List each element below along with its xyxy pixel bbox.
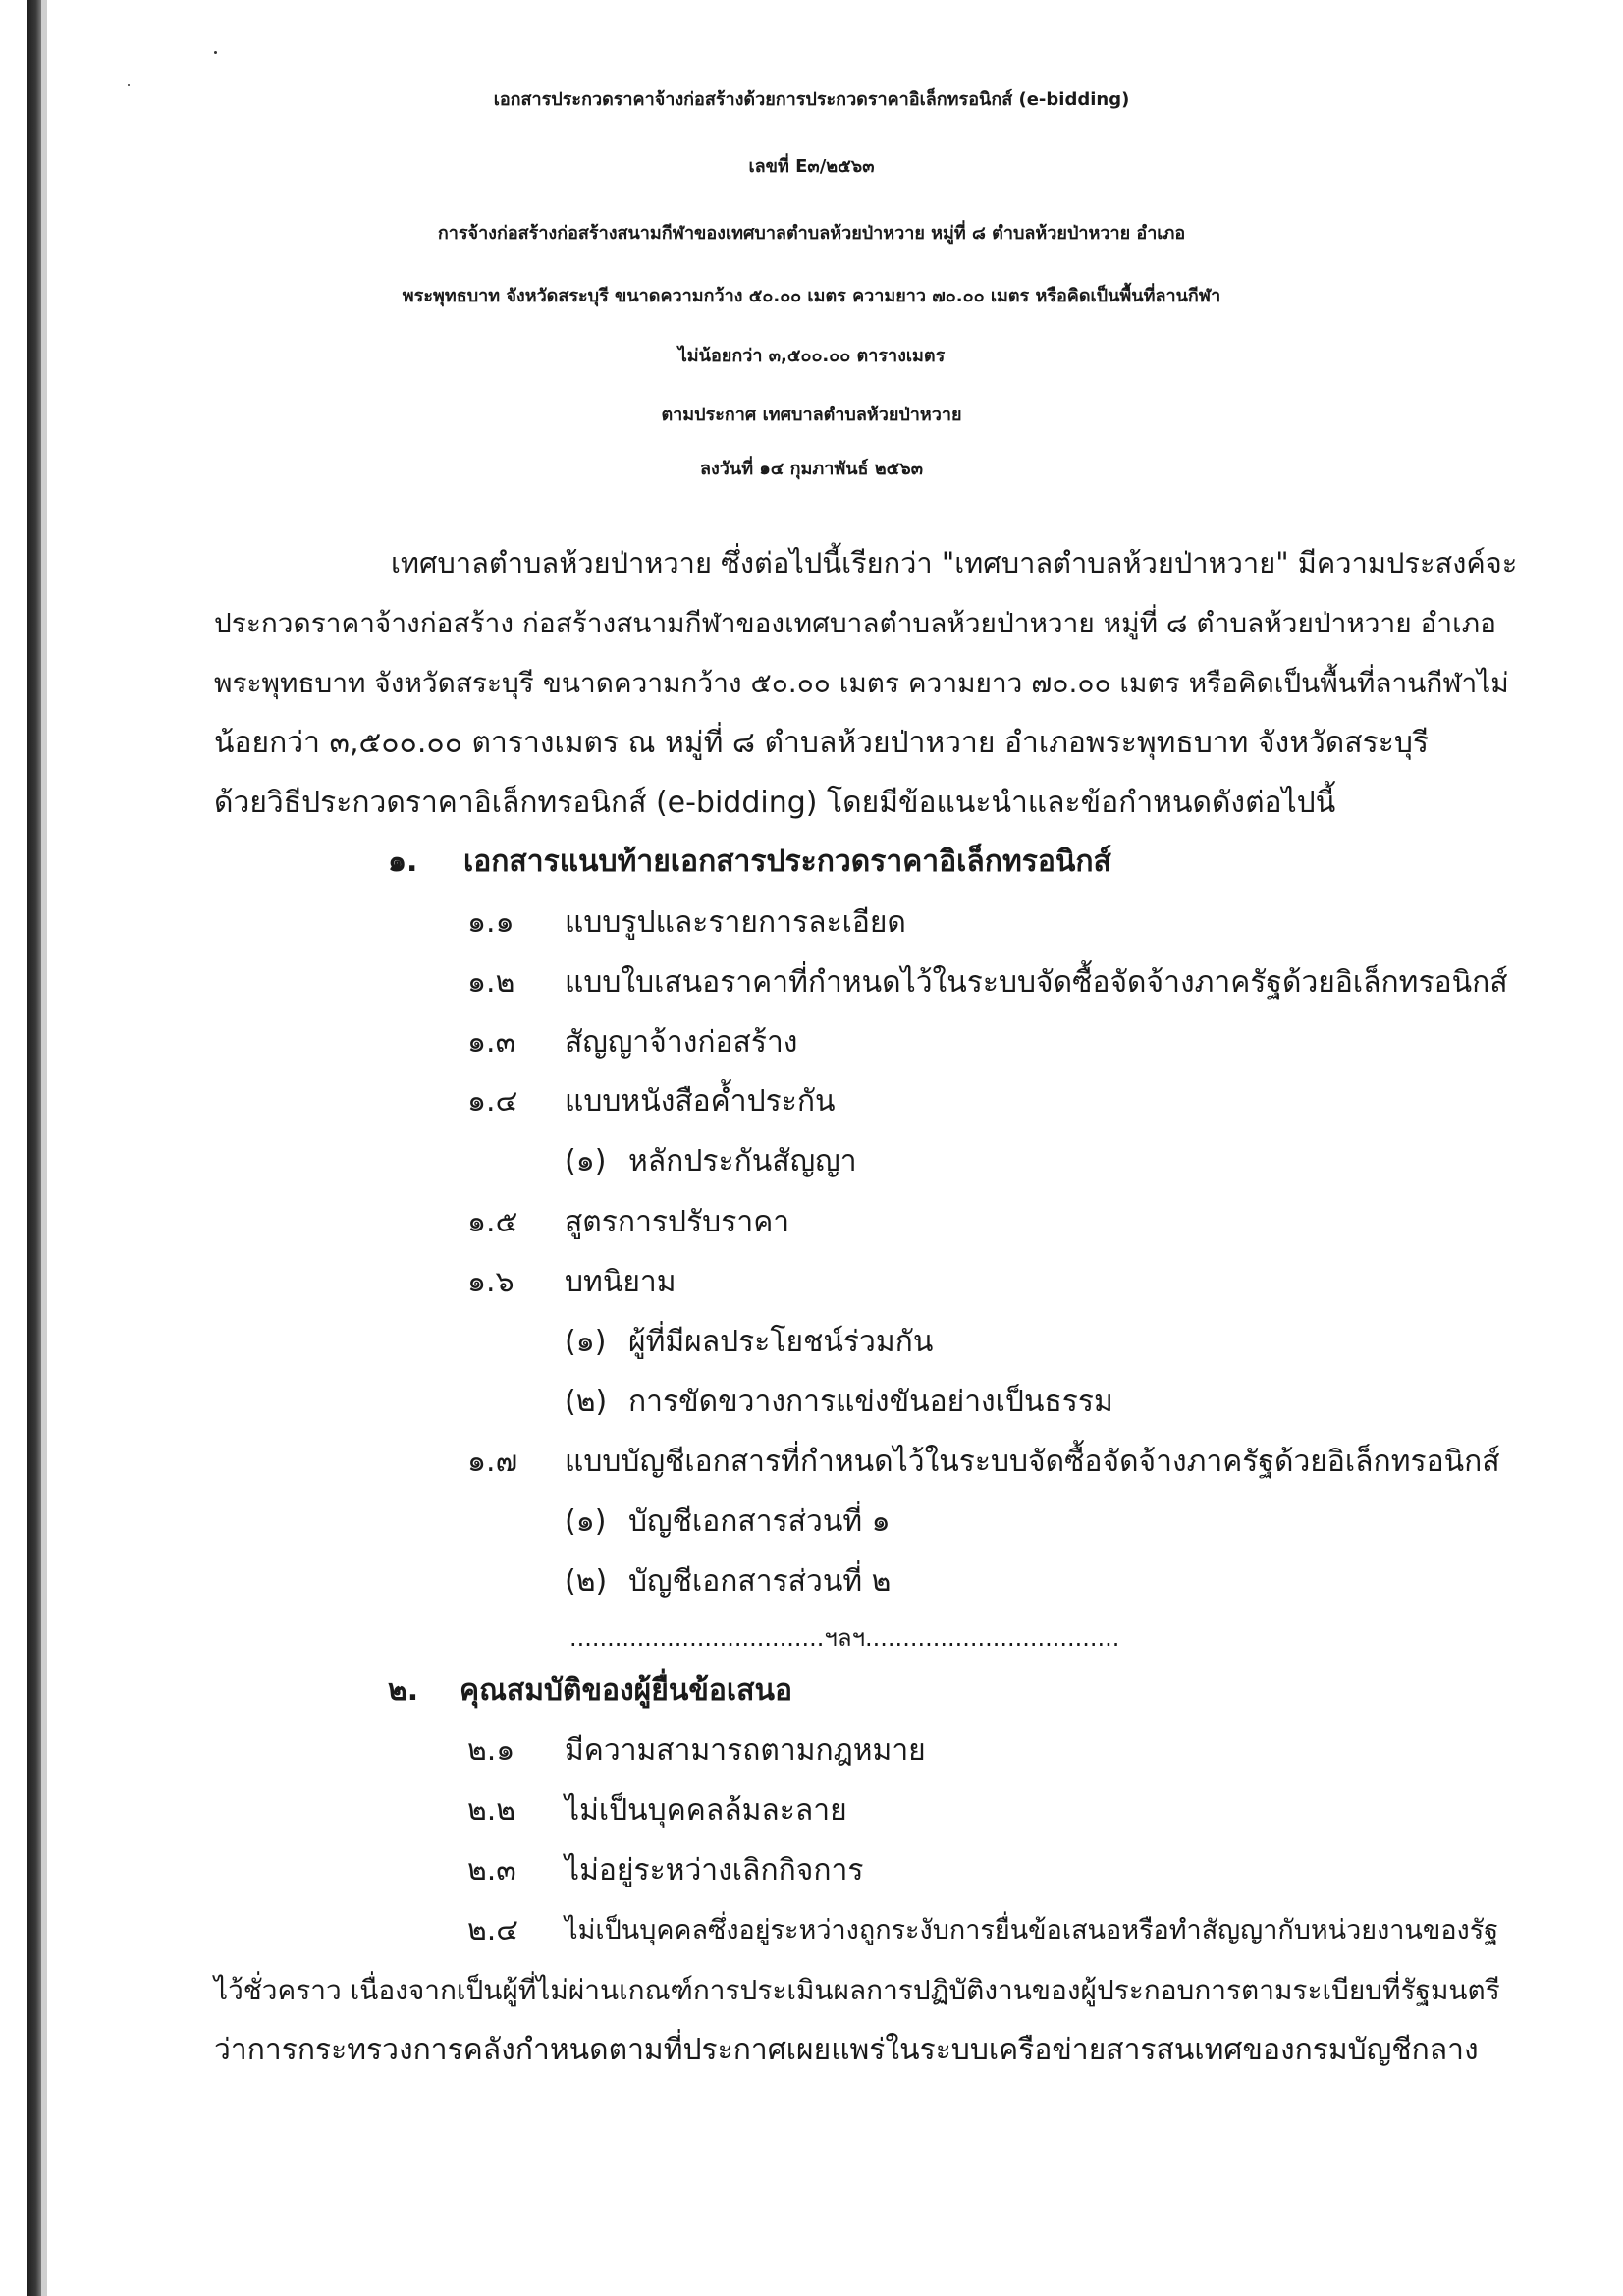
section-2-title: คุณสมบัติของผู้ยื่นข้อเสนอ (460, 1673, 792, 1708)
intro-line-5: ด้วยวิธีประกวดราคาอิเล็กทรอนิกส์ (e-bidding) โดยมีข้อแนะนำและข้อกำหนดดังต่อไปนี้ (214, 786, 1336, 820)
subitem-1-6-2-number: (๒) (565, 1385, 608, 1419)
item-2-3-number: ๒.๓ (467, 1853, 516, 1887)
document-title: เอกสารประกวดราคาจ้างก่อสร้างด้วยการประกวดราคาอิเล็กทรอนิกส์ (e-bidding) (493, 89, 1130, 110)
subitem-1-7-2-text: บัญชีเอกสารส่วนที่ ๒ (628, 1564, 892, 1599)
project-title-line-1: การจ้างก่อสร้างก่อสร้างสนามกีฬาของเทศบาลตำบลห้วยป่าหวาย หมู่ที่ ๘ ตำบลห้วยป่าหวาย อำเภอ (437, 223, 1186, 244)
item-2-1-number: ๒.๑ (467, 1733, 515, 1768)
subitem-1-4-1-number: (๑) (565, 1144, 607, 1178)
section-2-number: ๒. (388, 1673, 419, 1708)
item-1-3-text: สัญญาจ้างก่อสร้าง (565, 1025, 798, 1060)
item-1-1-text: แบบรูปและรายการละเอียด (565, 905, 906, 940)
item-1-3-number: ๑.๓ (467, 1025, 516, 1060)
item-1-2-number: ๑.๒ (467, 965, 515, 1000)
item-1-6-number: ๑.๖ (467, 1265, 514, 1299)
announcement-line: ตามประกาศ เทศบาลตำบลห้วยป่าหวาย (661, 405, 962, 425)
subitem-1-6-2-text: การขัดขวางการแข่งขันอย่างเป็นธรรม (628, 1385, 1113, 1419)
item-2-4-number: ๒.๔ (467, 1913, 519, 1947)
item-2-2-number: ๒.๒ (467, 1793, 516, 1828)
scan-speck (214, 51, 217, 54)
intro-line-1: เทศบาลตำบลห้วยป่าหวาย ซึ่งต่อไปนี้เรียกว่า "เทศบาลตำบลห้วยป่าหวาย" มีความประสงค์จะ (391, 546, 1518, 579)
item-1-7-number: ๑.๗ (467, 1445, 518, 1479)
item-2-2-text: ไม่เป็นบุคคลล้มละลาย (565, 1793, 847, 1828)
project-title-line-3: ไม่น้อยกว่า ๓,๕๐๐.๐๐ ตารางเมตร (677, 346, 946, 366)
intro-line-4: น้อยกว่า ๓,๕๐๐.๐๐ ตารางเมตร ณ หมู่ที่ ๘ ตำบลห้วยป่าหวาย อำเภอพระพุทธบาท จังหวัดสระบุรี (214, 726, 1429, 760)
item-1-6-text: บทนิยาม (565, 1265, 676, 1299)
item-1-4-text: แบบหนังสือค้ำประกัน (565, 1084, 836, 1119)
etc-divider: ..................................ฯลฯ.................................. (569, 1624, 1120, 1652)
intro-line-2: ประกวดราคาจ้างก่อสร้าง ก่อสร้างสนามกีฬาของเทศบาลตำบลห้วยป่าหวาย หมู่ที่ ๘ ตำบลห้วยป่าหวาย อำเภอ (214, 607, 1496, 639)
subitem-1-7-1-number: (๑) (565, 1504, 607, 1539)
announcement-date: ลงวันที่ ๑๔ กุมภาพันธ์ ๒๕๖๓ (699, 459, 924, 479)
item-1-2-text: แบบใบเสนอราคาที่กำหนดไว้ในระบบจัดซื้อจัดจ้างภาครัฐด้วยอิเล็กทรอนิกส์ (565, 965, 1508, 1000)
subitem-1-6-1-text: ผู้ที่มีผลประโยชน์ร่วมกัน (628, 1325, 934, 1359)
project-title-line-2: พระพุทธบาท จังหวัดสระบุรี ขนาดความกว้าง ๕๐.๐๐ เมตร ความยาว ๗๐.๐๐ เมตร หรือคิดเป็นพื้นที่ลานกีฬา (402, 286, 1221, 306)
subitem-1-7-2-number: (๒) (565, 1564, 608, 1599)
document-number: เลขที่ E๓/๒๕๖๓ (748, 156, 875, 177)
item-2-4-continuation-1: ไว้ชั่วคราว เนื่องจากเป็นผู้ที่ไม่ผ่านเกณฑ์การประเมินผลการปฏิบัติงานของผู้ประกอบการตามระเบียบที่รัฐมนตรี (214, 1974, 1500, 2006)
item-1-1-number: ๑.๑ (467, 905, 514, 940)
section-1-number: ๑. (388, 845, 418, 879)
item-1-4-number: ๑.๔ (467, 1084, 518, 1119)
item-1-5-number: ๑.๕ (467, 1205, 518, 1239)
item-2-4-text: ไม่เป็นบุคคลซึ่งอยู่ระหว่างถูกระงับการยื่นข้อเสนอหรือทำสัญญากับหน่วยงานของรัฐ (565, 1915, 1499, 1945)
intro-line-3: พระพุทธบาท จังหวัดสระบุรี ขนาดความกว้าง ๕๐.๐๐ เมตร ความยาว ๗๐.๐๐ เมตร หรือคิดเป็นพื้นที่ลานกีฬาไม่ (214, 667, 1509, 699)
subitem-1-4-1-text: หลักประกันสัญญา (628, 1144, 857, 1178)
item-2-1-text: มีความสามารถตามกฎหมาย (565, 1733, 926, 1768)
subitem-1-6-1-number: (๑) (565, 1325, 607, 1359)
subitem-1-7-1-text: บัญชีเอกสารส่วนที่ ๑ (628, 1504, 891, 1539)
item-2-3-text: ไม่อยู่ระหว่างเลิกกิจการ (565, 1853, 864, 1887)
item-1-5-text: สูตรการปรับราคา (565, 1205, 790, 1239)
item-2-4-continuation-2: ว่าการกระทรวงการคลังกำหนดตามที่ประกาศเผยแพร่ในระบบเครือข่ายสารสนเทศของกรมบัญชีกลาง (214, 2033, 1479, 2067)
item-1-7-text: แบบบัญชีเอกสารที่กำหนดไว้ในระบบจัดซื้อจัดจ้างภาครัฐด้วยอิเล็กทรอนิกส์ (565, 1445, 1500, 1479)
section-1-title: เอกสารแนบท้ายเอกสารประกวดราคาอิเล็กทรอนิกส์ (463, 845, 1111, 879)
